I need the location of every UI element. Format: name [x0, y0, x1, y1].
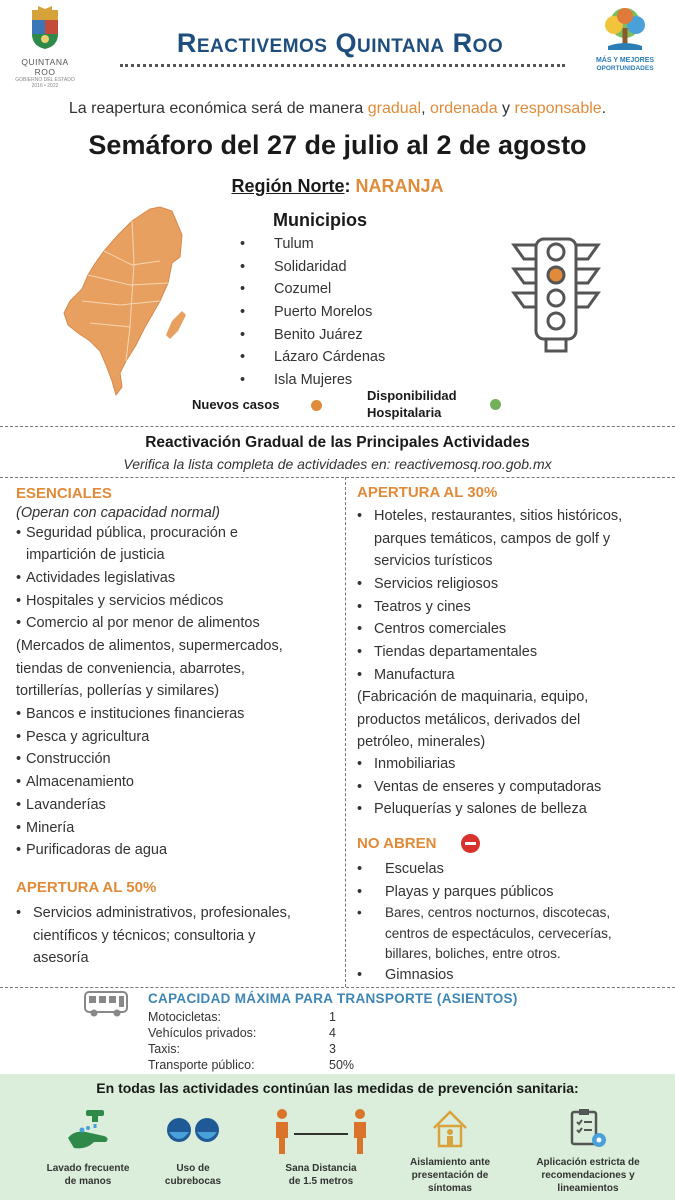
distance-icon: [272, 1108, 370, 1156]
logo-line1: MÁS Y MEJORES: [595, 57, 655, 64]
intro-sep2: y: [497, 100, 515, 117]
intro-text: [0, 100, 675, 118]
nuevos-casos-label: Nuevos casos: [192, 397, 280, 412]
line-text: Hoteles, restaurantes, sitios históricos,: [374, 508, 623, 524]
transporte-row: [148, 1042, 388, 1056]
municipio-item: [240, 279, 385, 302]
transporte-value: 50%: [329, 1058, 355, 1072]
list-item: • Escuelas: [357, 858, 553, 881]
list-item: • Tiendas departamentales: [357, 641, 537, 664]
line-text: tortillerías, pollerías y similares): [16, 683, 220, 700]
quintana-roo-logo: [10, 6, 80, 89]
list-item: • Pesca y agricultura: [16, 726, 244, 749]
no-abren-list-a: [357, 858, 553, 903]
municipio-name: Solidaridad: [274, 258, 347, 275]
municipio-item: [240, 302, 385, 325]
transporte-label: Transporte público:: [148, 1058, 255, 1072]
text-line: [357, 550, 622, 573]
text-line: [357, 709, 588, 732]
text-line: [357, 924, 612, 945]
municipio-name: Cozumel: [274, 281, 332, 298]
intro-end: .: [601, 100, 607, 117]
list-item: • Seguridad pública, procuración e: [16, 522, 238, 545]
measure-line: de manos: [64, 1176, 112, 1187]
bus-icon: [84, 991, 128, 1017]
transporte-title: CAPACIDAD MÁXIMA PARA TRANSPORTE (ASIENTOS): [148, 991, 518, 1006]
quintana-roo-map-icon: [60, 205, 190, 400]
line-text: Servicios administrativos, profesionales,: [33, 905, 291, 921]
municipio-item: [240, 347, 385, 370]
measure-line: recomendaciones y: [541, 1170, 635, 1181]
transporte-value: 3: [329, 1042, 336, 1056]
footer-title: En todas las actividades continúan las medidas de prevención sanitaria:: [96, 1080, 579, 1096]
measure-line: cubrebocas: [164, 1176, 222, 1187]
list-item: • Servicios religiosos: [357, 573, 537, 596]
logo-line2: OPORTUNIDADES: [596, 65, 654, 72]
logo-years: 2016 • 2022: [31, 83, 59, 89]
list-item: • Actividades legislativas: [16, 567, 260, 590]
no-abren-list-b: [357, 964, 454, 987]
measure-line: Lavado frecuente: [46, 1163, 130, 1174]
measure-line: Uso de: [176, 1163, 210, 1174]
bullet: •: [357, 508, 363, 524]
reactivacion-subtitle: Verifica la lista completa de actividades en: reactivemosq.roo.gob.mx: [123, 456, 552, 472]
logo-name: QUINTANA ROO: [21, 57, 69, 77]
line-text: productos metálicos, derivados del: [357, 711, 581, 728]
text-line: [16, 947, 291, 970]
measure-line: Aplicación estricta de: [536, 1157, 640, 1168]
list-item: • Ventas de enseres y computadoras: [357, 776, 601, 799]
region-heading: [0, 176, 675, 197]
divider: [0, 987, 675, 988]
no-entry-icon: [461, 834, 480, 853]
municipio-item: [240, 370, 385, 393]
line-text: tiendas de conveniencia, abarrotes,: [16, 660, 245, 677]
bullet: •: [240, 236, 246, 252]
text-line: [357, 731, 588, 754]
text-line: [357, 944, 612, 965]
esenciales-list-c: [16, 703, 244, 862]
line-text: Bares, centros nocturnos, discotecas,: [385, 905, 611, 920]
checklist-icon: [568, 1108, 608, 1150]
line-text: servicios turísticos: [374, 553, 493, 570]
title-divider: [120, 64, 565, 67]
bullet: •: [240, 372, 246, 389]
bullet: •: [240, 349, 246, 366]
bullet: •: [240, 326, 246, 343]
line-text: petróleo, minerales): [357, 734, 486, 751]
text-line: [16, 902, 291, 925]
transporte-row: [148, 1026, 388, 1040]
divider: [0, 426, 675, 427]
disp-line2: Hospitalaria: [367, 405, 442, 420]
list-item: • Inmobiliarias: [357, 753, 601, 776]
apertura30-list-c: [357, 753, 601, 821]
esenciales-paren: [16, 635, 283, 703]
apertura30-paren: [357, 686, 588, 754]
header: [0, 0, 675, 92]
municipios-list: [240, 234, 385, 393]
list-item: • Purificadoras de agua: [16, 839, 244, 862]
no-abren-bares: [357, 903, 612, 965]
apertura50-title: APERTURA AL 50%: [16, 879, 157, 896]
handwash-icon: [64, 1108, 114, 1152]
divider: [0, 477, 675, 478]
intro-gradual: gradual: [367, 100, 422, 117]
measure-line: síntomas: [428, 1183, 472, 1194]
text-line: [16, 925, 291, 948]
esenciales-note: (Operan con capacidad normal): [16, 505, 220, 521]
esenciales-cont: impartición de justicia: [26, 547, 165, 563]
line-text: centros de espectáculos, cervecerías,: [385, 925, 612, 941]
list-item: • Construcción: [16, 748, 244, 771]
text-line: [16, 658, 283, 681]
municipio-name: Tulum: [274, 236, 314, 252]
intro-before: La reapertura económica será de manera: [68, 100, 368, 117]
transporte-value: 4: [329, 1026, 336, 1040]
disponibilidad-dot: [490, 399, 501, 410]
bullet: •: [240, 304, 246, 321]
face-mask-icon: [165, 1112, 221, 1152]
list-item: • Playas y parques públicos: [357, 881, 553, 904]
apertura30-list-b: [357, 573, 537, 687]
apertura30-first: [357, 505, 622, 573]
measure-line: Aislamiento ante: [409, 1157, 491, 1168]
municipio-item: [240, 257, 385, 280]
nuevos-casos-dot: [311, 400, 322, 411]
measure-line: de 1.5 metros: [288, 1176, 354, 1187]
municipio-name: Benito Juárez: [274, 326, 363, 343]
logo-subtitle: GOBIERNO DEL ESTADO: [15, 77, 75, 83]
line-text: parques temáticos, campos de golf y: [374, 530, 611, 547]
list-item: • Comercio al por menor de alimentos: [16, 612, 260, 635]
list-item: • Peluquerías y salones de belleza: [357, 798, 601, 821]
apertura50-list: [16, 902, 291, 970]
bullet: •: [240, 258, 246, 275]
measure-line: Sana Distancia: [285, 1163, 357, 1174]
text-line: [357, 528, 622, 551]
transporte-value: 1: [329, 1010, 336, 1024]
bullet: •: [16, 905, 22, 921]
transporte-label: Taxis:: [148, 1042, 180, 1056]
list-item: • Bancos e instituciones financieras: [16, 703, 244, 726]
measure-label: [518, 1156, 658, 1195]
line-text: (Fabricación de maquinaria, equipo,: [357, 689, 589, 705]
list-item: • Centros comerciales: [357, 618, 537, 641]
house-isolation-icon: [430, 1108, 470, 1148]
esenciales-title: ESENCIALES: [16, 485, 112, 502]
measure-label: [380, 1156, 520, 1195]
list-item: • Gimnasios: [357, 964, 454, 987]
traffic-light-icon: [510, 237, 602, 355]
list-item: • Hospitales y servicios médicos: [16, 590, 260, 613]
oportunidades-logo: [586, 6, 664, 76]
transporte-label: Vehículos privados:: [148, 1026, 257, 1040]
intro-sep1: ,: [421, 100, 430, 117]
municipios-title: Municipios: [273, 210, 367, 230]
region-colon: :: [344, 176, 356, 196]
bullet: •: [240, 281, 246, 298]
region-value: NARANJA: [355, 176, 444, 196]
list-item: • Almacenamiento: [16, 771, 244, 794]
municipio-name: Puerto Morelos: [274, 304, 373, 321]
transporte-row: [148, 1010, 388, 1024]
transporte-label: Motocicletas:: [148, 1010, 221, 1024]
municipio-name: Isla Mujeres: [274, 372, 353, 389]
intro-ordenada: ordenada: [429, 100, 498, 117]
municipio-item: [240, 234, 385, 257]
page-title: Reactivemos Quintana Roo: [176, 28, 504, 58]
esenciales-list-b: [16, 567, 260, 635]
text-line: [357, 686, 588, 709]
municipio-item: [240, 325, 385, 348]
esenciales-list-a: [16, 522, 238, 545]
state-crest-icon: [30, 6, 60, 50]
column-divider: [345, 477, 346, 987]
list-item: • Minería: [16, 817, 244, 840]
semaforo-title: Semáforo del 27 de julio al 2 de agosto: [88, 130, 587, 160]
list-item: • Lavanderías: [16, 794, 244, 817]
disp-line1: Disponibilidad: [367, 388, 457, 403]
apertura30-title: APERTURA AL 30%: [357, 484, 498, 501]
list-item: • Teatros y cines: [357, 596, 537, 619]
text-line: [357, 903, 612, 924]
measure-line: presentación de: [411, 1170, 489, 1181]
line-text: (Mercados de alimentos, supermercados,: [16, 638, 283, 654]
line-text: billares, boliches, entre otros.: [385, 946, 561, 961]
bullet: •: [357, 905, 362, 920]
text-line: [16, 680, 283, 703]
measure-line: lineamientos: [557, 1183, 619, 1194]
no-abren-title: NO ABREN: [357, 835, 437, 852]
line-text: científicos y técnicos; consultoria y: [33, 927, 256, 944]
reactivacion-title: Reactivación Gradual de las Principales Actividades: [145, 434, 530, 451]
tree-logo-icon: [600, 6, 650, 52]
municipio-name: Lázaro Cárdenas: [274, 349, 386, 366]
text-line: [357, 505, 622, 528]
disponibilidad-label: [367, 387, 457, 421]
intro-responsable: responsable: [514, 100, 602, 117]
measure-label: [251, 1162, 391, 1188]
transporte-row: [148, 1058, 388, 1072]
measure-label: [123, 1162, 263, 1188]
list-item: • Manufactura: [357, 664, 537, 687]
text-line: [16, 635, 283, 658]
line-text: asesoría: [33, 950, 89, 967]
region-label: Región Norte: [231, 176, 345, 196]
